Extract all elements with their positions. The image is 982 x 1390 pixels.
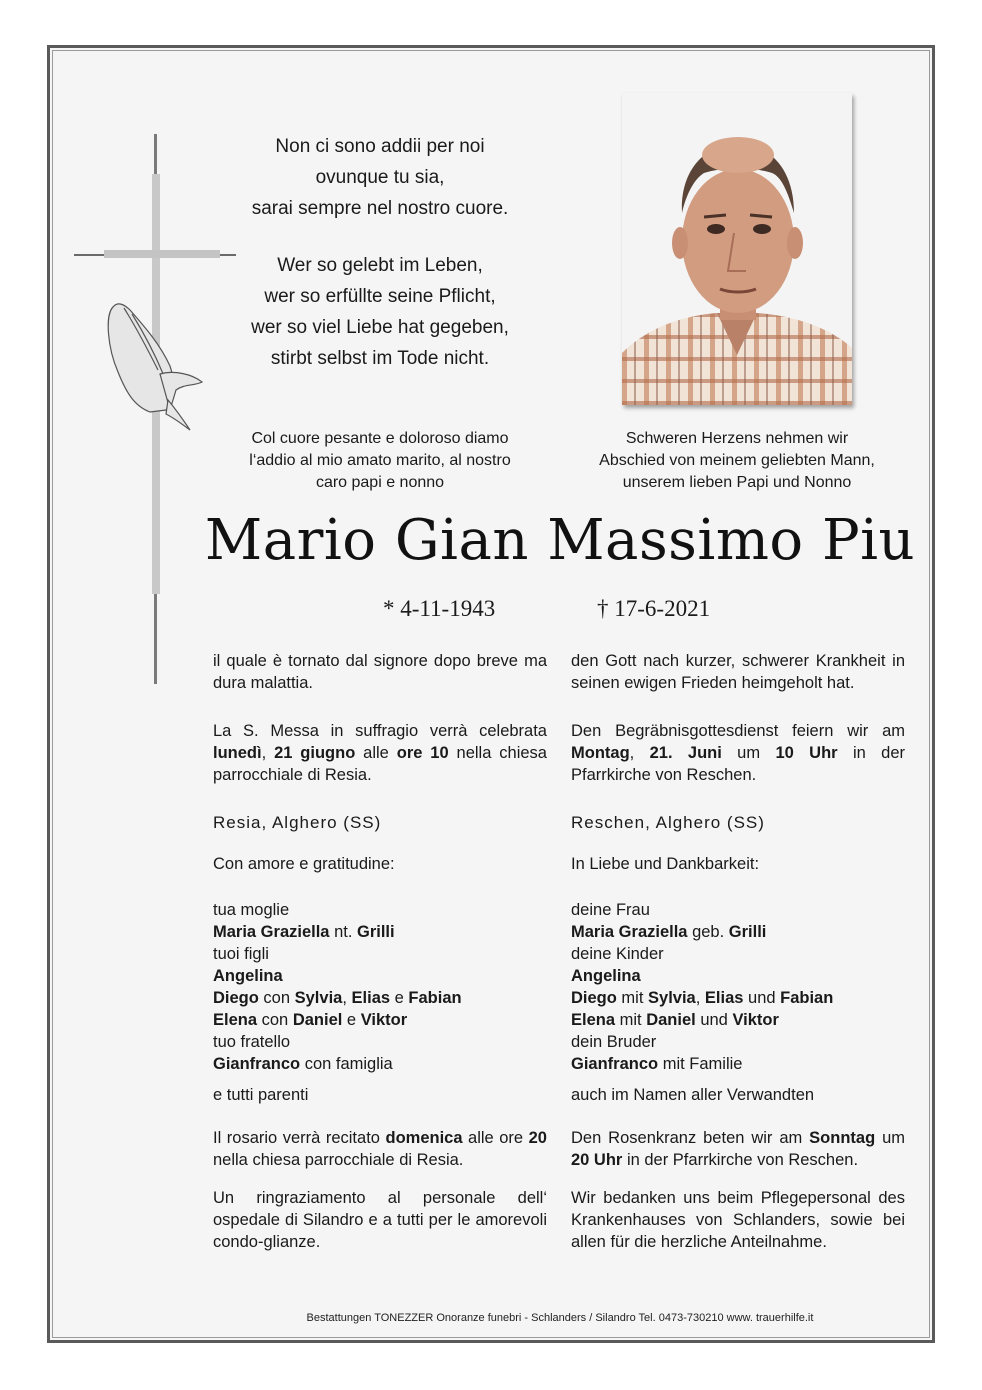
de-c2-b: Elias: [704, 989, 744, 1007]
footer-credits: Bestattungen TONEZZER Onoranze funebri - Schlanders / Silandro Tel. 0473-730210 www. trauerhilfe.it: [306, 1312, 814, 1324]
de-c2-with: mit: [616, 989, 649, 1007]
it-mass-c: alle: [355, 744, 397, 762]
de-children-label: deine Kinder: [571, 945, 664, 963]
de-child-2: [571, 987, 905, 1009]
de-mass-a: Den Begräbnisgottesdienst feiern wir am: [571, 722, 905, 740]
de-c2-c: Fabian: [780, 989, 834, 1007]
it-brother-name: Gianfranco: [213, 1055, 301, 1073]
it-child-3: [213, 1009, 547, 1031]
de-gratitude: Wir bedanken uns beim Pflegepersonal des Krankenhauses von Schlanders, sowie bei allen für die herzliche Anteilnahme.: [571, 1189, 905, 1251]
de-rosary-b: um: [875, 1129, 905, 1147]
it-child-2: [213, 987, 547, 1009]
de-wife-last: Grilli: [728, 923, 767, 941]
it-mass-b: ,: [261, 744, 275, 762]
it-gratitude: Un ringraziamento al personale dell‘ ospedale di Silandro e a tutti per le amorevoli condo-glianze.: [213, 1189, 547, 1251]
de-c2-and: und: [743, 989, 781, 1007]
de-thanks-intro: In Liebe und Dankbarkeit:: [571, 855, 760, 873]
deceased-name: Mario Gian Massimo Piu: [204, 508, 916, 573]
it-rosary-c: nella chiesa parrocchiale di Resia.: [213, 1151, 464, 1169]
it-wife: [213, 921, 547, 943]
poem-it-line: sarai sempre nel nostro cuore.: [251, 198, 509, 219]
it-c2-b: Elias: [351, 989, 391, 1007]
it-paragraph-1: il quale è tornato dal signore dopo breve ma dura malattia.: [213, 652, 547, 692]
poem-it-line: ovunque tu sia,: [315, 167, 445, 188]
it-rosary-b: alle ore: [462, 1129, 529, 1147]
de-brother-name: Gianfranco: [571, 1055, 659, 1073]
de-mass-b: ,: [629, 744, 650, 762]
it-child-1: Angelina: [213, 967, 283, 985]
death-date: † 17-6-2021: [597, 596, 711, 621]
de-c2-sep: ,: [695, 989, 705, 1007]
de-wife-first: Maria Graziella: [571, 923, 688, 941]
it-c3-b: Viktor: [360, 1011, 408, 1029]
de-place: Reschen, Alghero (SS): [571, 813, 765, 832]
it-c2-c: Fabian: [408, 989, 462, 1007]
it-wife-last: Grilli: [357, 923, 395, 941]
de-rosary-a: Den Rosenkranz beten wir am: [571, 1129, 810, 1147]
poem-de-line: stirbt selbst im Tode nicht.: [270, 348, 490, 369]
it-c2-sep: ,: [342, 989, 352, 1007]
it-mass-time: ore 10: [396, 744, 449, 762]
de-brother-label: dein Bruder: [571, 1033, 657, 1051]
it-rosary-time: 20: [528, 1129, 547, 1147]
it-rosary: [213, 1127, 547, 1171]
de-paragraph-1: den Gott nach kurzer, schwerer Krankheit in seinen ewigen Frieden heimgeholt hat.: [571, 652, 905, 692]
it-place: Resia, Alghero (SS): [213, 813, 382, 832]
it-rosary-day: domenica: [385, 1129, 463, 1147]
intro-german: [577, 428, 897, 494]
de-rosary: [571, 1127, 905, 1171]
it-mass-a: La S. Messa in suffragio verrà celebrata: [213, 722, 547, 740]
de-relatives: auch im Namen aller Verwandten: [571, 1086, 815, 1104]
de-mass-time: 10 Uhr: [775, 744, 838, 762]
poem-it-line: Non ci sono addii per noi: [275, 136, 485, 157]
it-brother: [213, 1053, 547, 1075]
intro-de-line: Schweren Herzens nehmen wir: [625, 430, 849, 447]
italian-column: [213, 650, 547, 1253]
intro-it-line: caro papi e nonno: [315, 474, 445, 491]
it-thanks-intro: Con amore e gratitudine:: [213, 855, 395, 873]
de-c3-b: Viktor: [732, 1011, 779, 1029]
intro-it-line: Col cuore pesante e doloroso diamo: [251, 430, 509, 447]
it-mass: [213, 720, 547, 786]
de-wife: [571, 921, 905, 943]
it-family-list: [213, 899, 547, 1106]
it-brother-rest: con famiglia: [300, 1055, 393, 1073]
de-mass: [571, 720, 905, 786]
it-mass-day: lunedì: [213, 744, 262, 762]
de-c2: Diego: [571, 989, 617, 1007]
de-c3: Elena: [571, 1011, 616, 1029]
de-child-1: Angelina: [571, 967, 641, 985]
it-brother-label: tuo fratello: [213, 1033, 291, 1051]
it-rosary-a: Il rosario verrà recitato: [213, 1129, 386, 1147]
de-mass-d: in der Pfarrkirche von Reschen.: [571, 744, 906, 784]
de-mass-date: 21. Juni: [649, 744, 722, 762]
it-mass-date: 21 giugno: [274, 744, 356, 762]
de-wife-label: deine Frau: [571, 901, 650, 919]
it-c2-and: e: [390, 989, 409, 1007]
italian-poem: [220, 131, 540, 224]
de-c3-with: mit: [615, 1011, 647, 1029]
de-rosary-time: 20 Uhr: [571, 1151, 623, 1169]
de-child-3: [571, 1009, 905, 1031]
it-children-label: tuoi figli: [213, 945, 269, 963]
cross-with-praying-hands-icon: [74, 134, 239, 686]
it-c2-with: con: [258, 989, 295, 1007]
it-c2-a: Sylvia: [294, 989, 343, 1007]
portrait-photo: [622, 93, 852, 405]
de-wife-nt: geb.: [687, 923, 729, 941]
it-c3-and: e: [342, 1011, 361, 1029]
it-mass-d: nella chiesa parrocchiale di Resia.: [213, 744, 547, 784]
de-mass-c: um: [721, 744, 776, 762]
poem-de-line: Wer so gelebt im Leben,: [277, 255, 483, 276]
de-brother-rest: mit Familie: [658, 1055, 743, 1073]
de-rosary-day: Sonntag: [809, 1129, 876, 1147]
birth-date: * 4-11-1943: [383, 596, 496, 621]
intro-de-line: unserem lieben Papi und Nonno: [622, 474, 852, 491]
intro-italian: [220, 428, 540, 494]
de-mass-day: Montag: [571, 744, 630, 762]
de-c3-and: und: [695, 1011, 733, 1029]
poem-de-line: wer so erfüllte seine Pflicht,: [264, 286, 496, 307]
it-c3-a: Daniel: [292, 1011, 343, 1029]
german-poem: [210, 250, 550, 374]
de-rosary-c: in der Pfarrkirche von Reschen.: [622, 1151, 859, 1169]
it-wife-nt: nt.: [329, 923, 357, 941]
it-wife-first: Maria Graziella: [213, 923, 330, 941]
de-brother: [571, 1053, 905, 1075]
it-c3-with: con: [257, 1011, 293, 1029]
poem-de-line: wer so viel Liebe hat gegeben,: [251, 317, 509, 338]
it-wife-label: tua moglie: [213, 901, 290, 919]
german-column: [571, 650, 905, 1253]
intro-it-line: l‘addio al mio amato marito, al nostro: [249, 452, 511, 469]
de-c3-a: Daniel: [646, 1011, 696, 1029]
de-c2-a: Sylvia: [648, 989, 696, 1007]
it-c2: Diego: [213, 989, 259, 1007]
intro-de-line: Abschied von meinem geliebten Mann,: [599, 452, 875, 469]
de-family-list: [571, 899, 905, 1106]
it-relatives: e tutti parenti: [213, 1086, 309, 1104]
it-c3: Elena: [213, 1011, 258, 1029]
